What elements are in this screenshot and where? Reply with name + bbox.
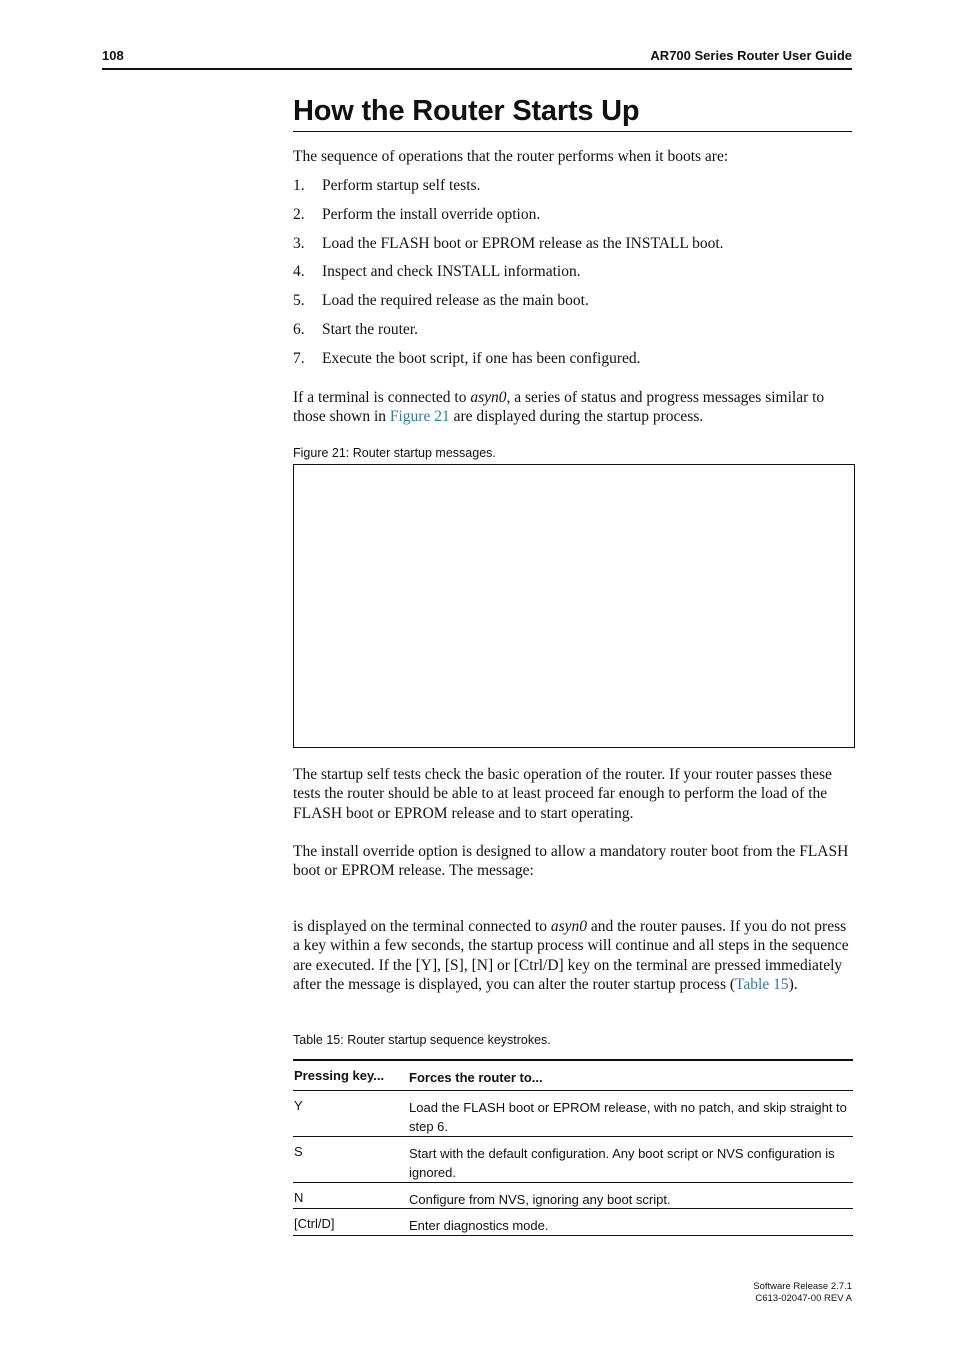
display-paragraph [293,917,853,994]
table-row [293,1183,853,1209]
key-cell: [Ctrl/D] [294,1216,335,1231]
list-item [293,176,853,205]
list-item [293,234,853,263]
list-item-text: Perform startup self tests. [322,177,481,194]
italic-port-name: asyn0 [470,389,507,406]
boot-sequence-list [293,176,853,378]
table-row [293,1137,853,1183]
table-row [293,1091,853,1137]
table-row [293,1209,853,1236]
intro-paragraph: The sequence of operations that the router performs when it boots are: [293,148,729,165]
action-cell: Configure from NVS, ignoring any boot script. [409,1192,671,1207]
terminal-paragraph [293,388,853,427]
software-release: Software Release 2.7.1 [753,1281,852,1292]
page-number: 108 [102,48,124,63]
key-cell: Y [294,1098,303,1113]
action-cell: Start with the default configuration. Any boot script or NVS configuration is ignored. [409,1146,835,1180]
list-item [293,205,853,234]
self-test-paragraph: The startup self tests check the basic operation of the router. If your router passes these tests the router should be able to at least proceed far enough to perform the load of the FLASH boot or EPROM release and to start operating. [293,766,832,822]
key-cell: S [294,1144,303,1159]
figure-caption: Figure 21: Router startup messages. [293,446,496,460]
table-caption: Table 15: Router startup sequence keystrokes. [293,1033,551,1047]
italic-port-name: asyn0 [550,918,588,935]
figure-21-link[interactable]: Figure 21 [389,408,450,426]
text-run: , a series of status and progress messages similar to those shown in [293,389,825,426]
override-paragraph: The install override option is designed to allow a mandatory router boot from the FLASH boot or EPROM release. The message: [293,843,849,880]
list-item-text: Perform the install override option. [322,205,541,223]
text-run: are displayed during the startup process. [449,408,704,426]
figure-box [293,464,855,748]
key-cell: N [294,1190,304,1205]
list-item-number: 7. [293,349,305,367]
list-item-number: 6. [293,320,305,338]
table-15-link[interactable]: Table 15 [735,975,789,993]
list-item-text: Inspect and check INSTALL information. [322,263,581,281]
list-item-text: Load the FLASH boot or EPROM release as the INSTALL boot. [322,234,724,252]
list-item-number: 1. [293,177,305,194]
guide-title: AR700 Series Router User Guide [650,48,852,63]
column-header: Pressing key... [294,1068,385,1083]
list-item-number: 2. [293,205,305,223]
action-cell: Load the FLASH boot or EPROM release, with no patch, and skip straight to step 6. [409,1100,847,1134]
list-item-text: Start the router. [322,320,418,338]
action-cell: Enter diagnostics mode. [409,1218,549,1233]
list-item [293,291,853,320]
keystrokes-table [293,1059,853,1236]
list-item-number: 5. [293,292,305,310]
text-run: and the router pauses. If you do not press a key within a few seconds, the startup process will continue and all steps in the sequence are executed. If the [Y], [S], [N] or [Ctrl/D] key on the terminal are pressed immediately after the message is displayed, you can alter the router startup process ( [293,918,849,993]
list-item [293,349,853,378]
list-item [293,262,853,291]
document-id: C613-02047-00 REV A [755,1293,852,1304]
text-run: ). [788,975,798,993]
list-item-text: Execute the boot script, if one has been configured. [322,349,641,367]
list-item-number: 3. [293,234,305,252]
text-run: If a terminal is connected to [293,389,471,406]
section-title: How the Router Starts Up [293,95,852,132]
column-header: Forces the router to... [409,1070,543,1085]
list-item [293,320,853,349]
table-header-row [293,1061,853,1091]
list-item-number: 4. [293,263,305,281]
text-run: is displayed on the terminal connected to [293,918,551,935]
list-item-text: Load the required release as the main boot. [322,292,589,310]
page-header [102,48,852,70]
page-footer [753,1281,852,1305]
